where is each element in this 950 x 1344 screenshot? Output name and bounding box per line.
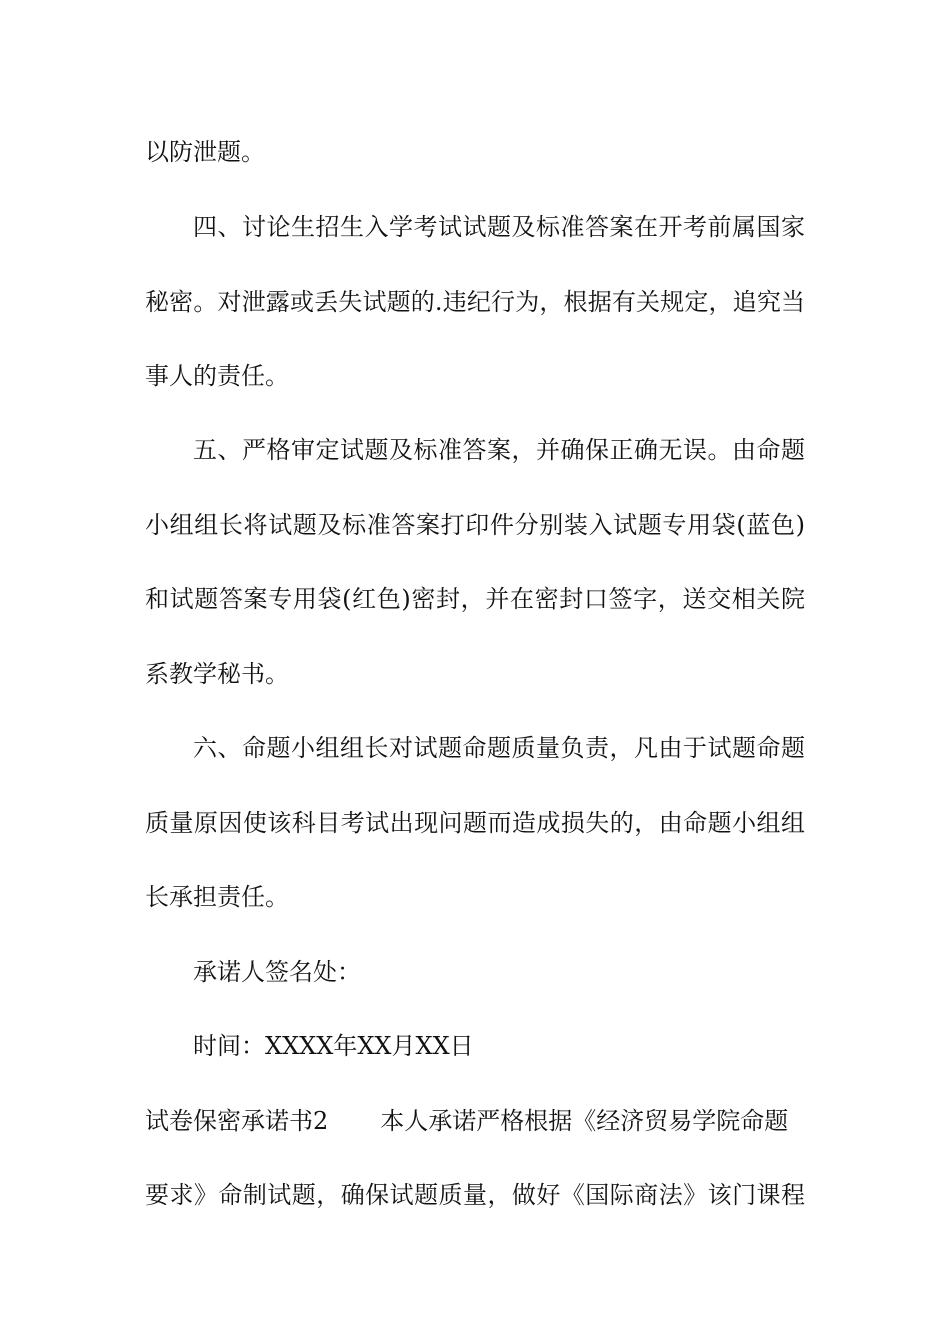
- paragraph-line: 长承担责任。: [145, 883, 289, 911]
- paragraph-line: 质量原因使该科目考试出现问题而造成损失的，由命题小组组: [145, 809, 805, 837]
- paragraph-line: 以防泄题。: [145, 138, 265, 166]
- signature-label: 承诺人签名处：: [193, 958, 361, 986]
- date-line: 时间：XXXX年XX月XX日: [193, 1032, 474, 1060]
- paragraph-line: 要求》命制试题，确保试题质量，做好《国际商法》该门课程: [145, 1181, 805, 1209]
- heading-text: 本人承诺严格根据《经济贸易学院命题: [380, 1107, 789, 1135]
- paragraph-line: 系教学秘书。: [145, 660, 289, 688]
- paragraph-line: 四、讨论生招生入学考试试题及标准答案在开考前属国家: [193, 213, 805, 241]
- paragraph-line: 秘密。对泄露或丢失试题的.违纪行为，根据有关规定，追究当: [145, 288, 805, 316]
- paragraph-line: 六、命题小组组长对试题命题质量负责，凡由于试题命题: [193, 734, 805, 762]
- paragraph-line: 小组组长将试题及标准答案打印件分别装入试题专用袋(蓝色): [145, 511, 805, 539]
- paragraph-line: 和试题答案专用袋(红色)密封，并在密封口签字，送交相关院: [145, 585, 805, 613]
- paragraph-line: 五、严格审定试题及标准答案，并确保正确无误。由命题: [193, 436, 805, 464]
- heading-line: [145, 1105, 805, 1137]
- paragraph-line: 事人的责任。: [145, 362, 289, 390]
- section-title: 试卷保密承诺书2: [145, 1107, 329, 1135]
